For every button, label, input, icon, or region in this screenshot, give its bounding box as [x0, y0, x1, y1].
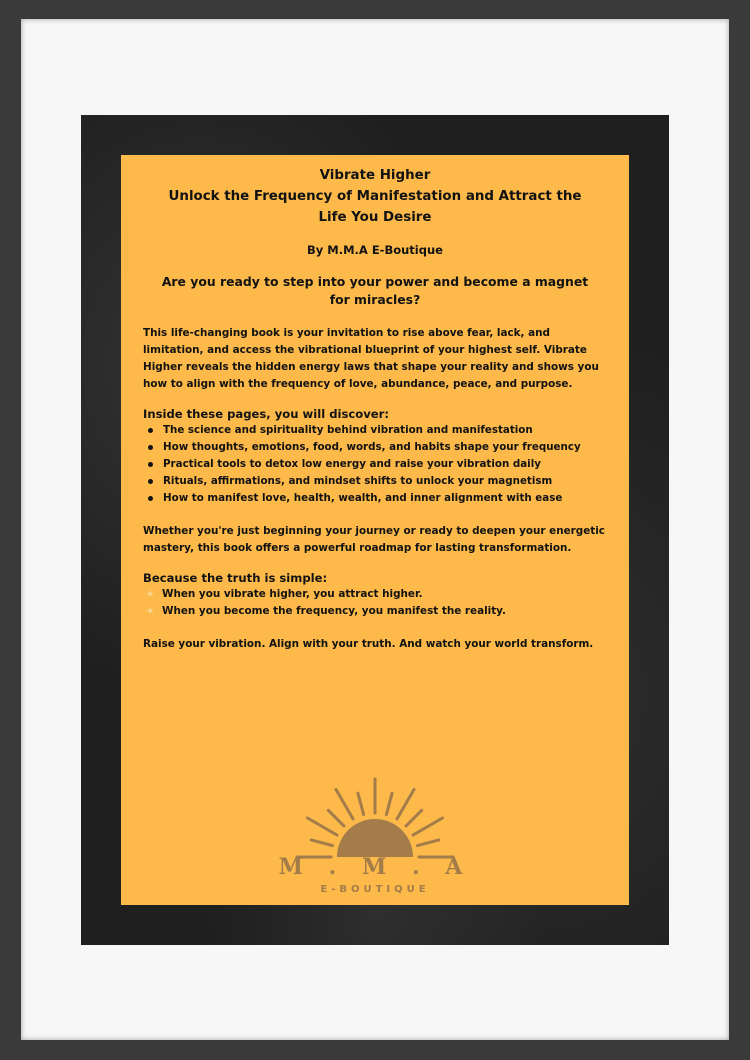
sun-rays-icon [273, 775, 477, 897]
title-line-3: Life You Desire [318, 210, 432, 225]
list-item-text: When you become the frequency, you manifest the reality. [162, 605, 506, 617]
chalkboard-background [81, 115, 669, 945]
sun-ray [311, 840, 332, 846]
page-title [143, 165, 607, 228]
list-item-text: Practical tools to detox low energy and raise your vibration daily [163, 458, 541, 470]
list-item-text: The science and spirituality behind vibration and manifestation [163, 424, 533, 436]
list-item-text: When you vibrate higher, you attract higher. [162, 588, 423, 600]
sun-ray [406, 810, 422, 826]
list-item [143, 473, 607, 490]
bullet-icon [148, 445, 153, 450]
title-line-2: Unlock the Frequency of Manifestation and Attract the [168, 189, 582, 204]
sun-ray [397, 790, 414, 819]
sun-ray [328, 810, 344, 826]
list-item-text: Rituals, affirmations, and mindset shifts to unlock your magnetism [163, 475, 553, 487]
sparkle-icon: ✦ [145, 587, 156, 601]
title-line-1: Vibrate Higher [319, 168, 431, 183]
list-item [143, 603, 607, 620]
mma-logo [273, 775, 477, 897]
bullet-icon [148, 462, 153, 467]
bullet-icon [148, 496, 153, 501]
list-item [143, 490, 607, 507]
list-item [143, 456, 607, 473]
discover-list [143, 422, 607, 507]
bullet-icon [148, 428, 153, 433]
whether-paragraph: Whether you're just beginning your journey or ready to deepen your energetic mastery, this book offers a powerful roadmap for lasting transformation. [143, 525, 605, 554]
list-item-text: How thoughts, emotions, food, words, and habits shape your frequency [163, 441, 581, 453]
book-description-page [121, 155, 629, 905]
sun-ray [413, 818, 442, 835]
list-item [143, 586, 607, 603]
sun-ray [358, 793, 364, 814]
byline: By M.M.A E-Boutique [307, 243, 443, 257]
list-item [143, 422, 607, 439]
truth-list [143, 586, 607, 620]
list-item [143, 439, 607, 456]
closing-paragraph: Raise your vibration. Align with your truth. And watch your world transform. [143, 638, 594, 650]
intro-paragraph: This life-changing book is your invitation to rise above fear, lack, and limitation, and access the vibrational blueprint of your highest self. Vibrate Higher reveals the hidden energy laws that shape your reality and shows you how to align with the frequency of love, abundance, peace, and purpose. [143, 327, 599, 390]
sun-ray [418, 840, 439, 846]
truth-heading: Because the truth is simple: [143, 571, 328, 585]
frame-mat [21, 19, 729, 1040]
sun-ray [308, 818, 337, 835]
hook-question: Are you ready to step into your power and become a magnet for miracles? [161, 274, 589, 307]
bullet-icon [148, 479, 153, 484]
sun-ray [336, 790, 353, 819]
sparkle-icon: ✦ [145, 604, 156, 618]
sun-ray [386, 793, 392, 814]
discover-heading: Inside these pages, you will discover: [143, 407, 389, 421]
logo-subtitle: E-BOUTIQUE [320, 884, 430, 895]
logo-letters: M . M . A [278, 854, 472, 880]
list-item-text: How to manifest love, health, wealth, and inner alignment with ease [163, 492, 563, 504]
